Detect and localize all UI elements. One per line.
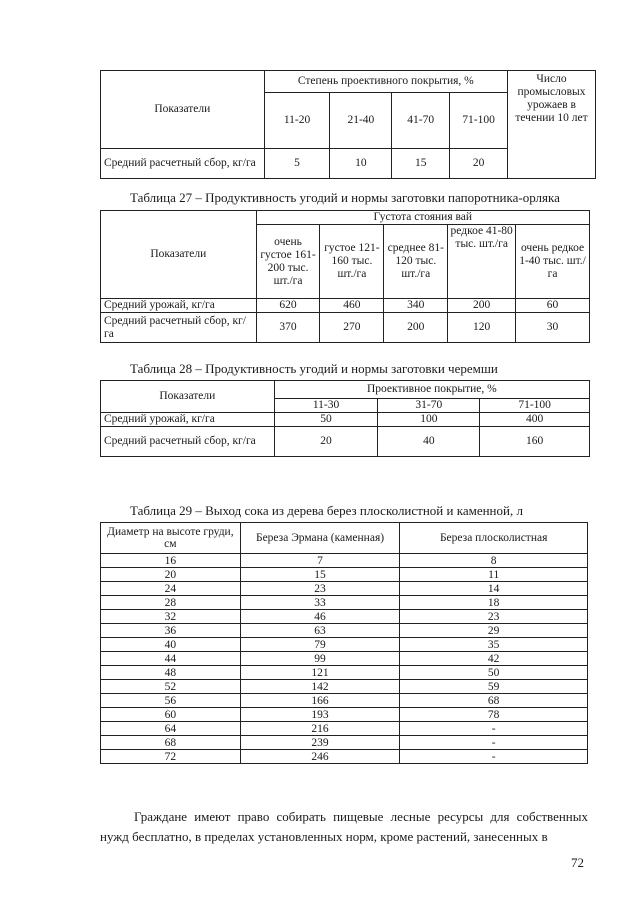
- body-paragraph: [100, 807, 588, 847]
- table-28-column-header: 11-30: [274, 399, 378, 413]
- table-29-cell: 59: [400, 680, 588, 694]
- table-27-cell: 460: [320, 299, 384, 313]
- table-29-cell: 44: [101, 652, 241, 666]
- table-29-caption: Таблица 29 – Выход сока из дерева берез плосколистной и каменной, л: [130, 503, 523, 518]
- table-28-cell: 160: [480, 427, 590, 457]
- table-29-cell: 40: [101, 638, 241, 652]
- paragraph-text: Граждане имеют право собирать пищевые лесные ресурсы для собственных нужд бесплатно, в пределах установленных норм, кроме растений, занесенных в: [100, 809, 588, 844]
- table-29-body: [101, 554, 588, 764]
- table-row: [101, 582, 588, 596]
- table-29-cell: 239: [240, 736, 400, 750]
- table-26: [100, 70, 596, 179]
- table-29-cell: 68: [400, 694, 588, 708]
- table-27-cell: 60: [516, 299, 590, 313]
- table-row: [101, 722, 588, 736]
- table-28-cell: 40: [378, 427, 480, 457]
- table-27-cell: 270: [320, 313, 384, 343]
- table-27: [100, 210, 590, 343]
- table-row: [101, 568, 588, 582]
- table-29-cell: 79: [240, 638, 400, 652]
- table-29-cell: -: [400, 736, 588, 750]
- table-27-indicator-header: Показатели: [101, 211, 257, 299]
- table-28-cell: 100: [378, 413, 480, 427]
- table-28-cell: 20: [274, 427, 378, 457]
- table-27-cell: 620: [256, 299, 320, 313]
- table-26-cell: 15: [392, 149, 450, 179]
- table-27-column-header: густое 121-160 тыс. шт./га: [320, 225, 384, 299]
- table-27-row-label: Средний расчетный сбор, кг/га: [101, 313, 257, 343]
- table-29-cell: 99: [240, 652, 400, 666]
- table-29-cell: 68: [101, 736, 241, 750]
- table-row: [101, 638, 588, 652]
- table-28: [100, 380, 590, 457]
- table-28-coverage-header: Проективное покрытие, %: [274, 381, 589, 399]
- table-row: [101, 666, 588, 680]
- table-29-cell: 60: [101, 708, 241, 722]
- table-28-row-label: Средний урожай, кг/га: [101, 413, 275, 427]
- table-26-column-header: 71-100: [450, 93, 508, 149]
- table-26-column-header: 21-40: [330, 93, 392, 149]
- table-row: [101, 554, 588, 568]
- table-29-cell: 7: [240, 554, 400, 568]
- table-27-column-header: среднее 81-120 тыс. шт./га: [384, 225, 448, 299]
- table-29-cell: 50: [400, 666, 588, 680]
- table-row: [101, 708, 588, 722]
- table-27-cell: 200: [384, 313, 448, 343]
- table-29-cell: 15: [240, 568, 400, 582]
- table-28-column-header: 71-100: [480, 399, 590, 413]
- table-27-cell: 200: [448, 299, 516, 313]
- table-27-cell: 340: [384, 299, 448, 313]
- table-29-cell: 48: [101, 666, 241, 680]
- table-29-flatleaf-header: Береза плосколистная: [400, 523, 588, 554]
- table-26-cell: 20: [450, 149, 508, 179]
- table-29-cell: 193: [240, 708, 400, 722]
- table-29-cell: 46: [240, 610, 400, 624]
- table-26-indicator-header: Показатели: [101, 71, 265, 149]
- table-29-cell: 33: [240, 596, 400, 610]
- table-29-cell: 42: [400, 652, 588, 666]
- table-29-cell: 23: [240, 582, 400, 596]
- table-29-cell: 36: [101, 624, 241, 638]
- table-26-column-header: 41-70: [392, 93, 450, 149]
- table-27-density-header: Густота стояния вай: [256, 211, 589, 225]
- table-29-cell: 216: [240, 722, 400, 736]
- table-29-cell: 18: [400, 596, 588, 610]
- table-27-column-header: редкое 41-80 тыс. шт./га: [448, 225, 516, 299]
- table-26-column-header: 11-20: [264, 93, 330, 149]
- table-29-cell: 166: [240, 694, 400, 708]
- table-row: [101, 624, 588, 638]
- table-29-cell: -: [400, 722, 588, 736]
- table-27-cell: 370: [256, 313, 320, 343]
- table-29-diameter-header: Диаметр на высоте груди, см: [101, 523, 241, 554]
- table-29-cell: 72: [101, 750, 241, 764]
- table-29-cell: 63: [240, 624, 400, 638]
- table-row: [101, 610, 588, 624]
- table-28-indicator-header: Показатели: [101, 381, 275, 413]
- table-26-cell: 10: [330, 149, 392, 179]
- table-29-cell: 142: [240, 680, 400, 694]
- table-29-cell: 35: [400, 638, 588, 652]
- table-29-cell: 246: [240, 750, 400, 764]
- table-28-row-label: Средний расчетный сбор, кг/га: [101, 427, 275, 457]
- table-row: [101, 680, 588, 694]
- table-29-cell: 64: [101, 722, 241, 736]
- table-29-cell: 56: [101, 694, 241, 708]
- table-row: [101, 750, 588, 764]
- table-29-cell: 20: [101, 568, 241, 582]
- table-29-cell: 8: [400, 554, 588, 568]
- table-26-cell: 5: [264, 149, 330, 179]
- table-29-cell: 121: [240, 666, 400, 680]
- table-29-cell: 29: [400, 624, 588, 638]
- table-27-column-header: очень густое 161-200 тыс. шт./га: [256, 225, 320, 299]
- table-29-cell: 24: [101, 582, 241, 596]
- table-29-erman-header: Береза Эрмана (каменная): [240, 523, 400, 554]
- table-29-cell: 78: [400, 708, 588, 722]
- table-29-cell: 32: [101, 610, 241, 624]
- table-27-caption: Таблица 27 – Продуктивность угодий и нормы заготовки папоротника-орляка: [130, 190, 560, 205]
- table-29-cell: 23: [400, 610, 588, 624]
- table-29: [100, 522, 588, 764]
- table-26-count-header: Число промысловых урожаев в течении 10 лет: [508, 71, 596, 179]
- table-row: [101, 736, 588, 750]
- table-27-cell: 30: [516, 313, 590, 343]
- table-28-column-header: 31-70: [378, 399, 480, 413]
- table-29-cell: 52: [101, 680, 241, 694]
- page-number: 72: [571, 855, 584, 870]
- table-28-cell: 400: [480, 413, 590, 427]
- table-29-cell: 11: [400, 568, 588, 582]
- table-27-row-label: Средний урожай, кг/га: [101, 299, 257, 313]
- table-row: [101, 652, 588, 666]
- table-29-cell: 16: [101, 554, 241, 568]
- table-29-cell: 14: [400, 582, 588, 596]
- table-26-row-label: Средний расчетный сбор, кг/га: [101, 149, 265, 179]
- table-28-caption: Таблица 28 – Продуктивность угодий и нормы заготовки черемши: [130, 361, 498, 376]
- table-27-cell: 120: [448, 313, 516, 343]
- table-28-cell: 50: [274, 413, 378, 427]
- table-27-column-header: очень редкое 1-40 тыс. шт./га: [516, 225, 590, 299]
- table-29-cell: 28: [101, 596, 241, 610]
- table-row: [101, 596, 588, 610]
- table-26-coverage-header: Степень проективного покрытия, %: [264, 71, 507, 93]
- table-row: [101, 694, 588, 708]
- table-29-cell: -: [400, 750, 588, 764]
